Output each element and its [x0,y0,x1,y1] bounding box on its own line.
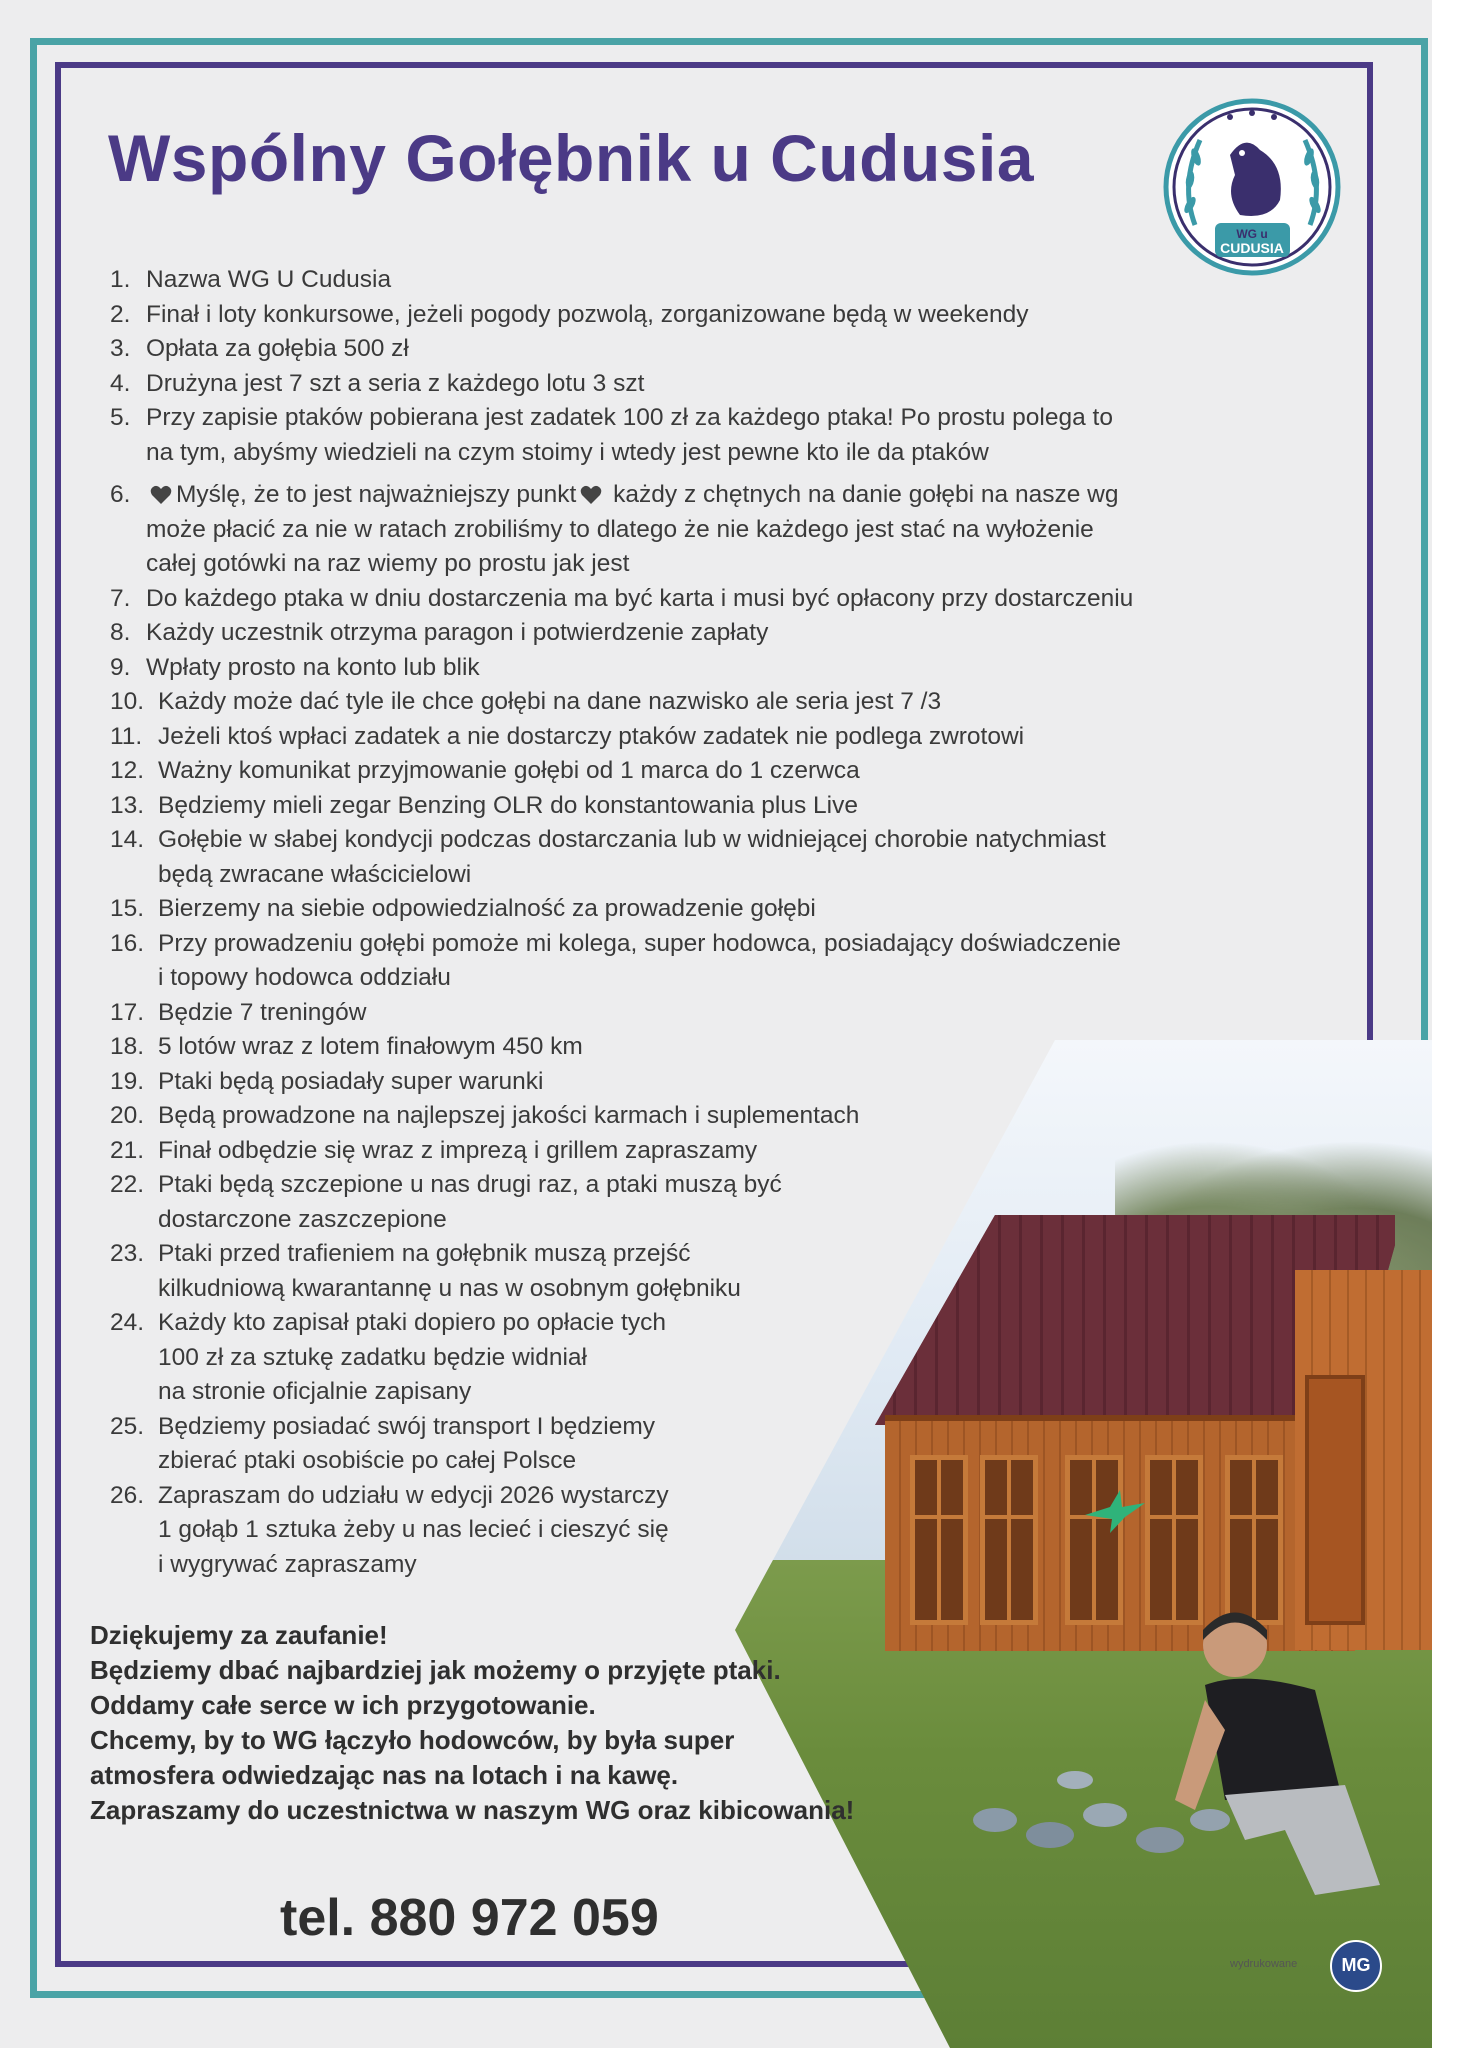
heart-icon [150,485,172,505]
item-number: 11. [110,722,143,750]
item-text: Będą prowadzone na najlepszej jakości karmach i suplementach [158,1102,860,1129]
item-text: Myślę, że to jest najważniejszy punkt [176,481,577,508]
pigeons-flock [955,1760,1275,1880]
list-item [110,401,1340,470]
item-text: Ptaki przed trafieniem na gołębnik muszą przejść kilkudniową kwarantannę u nas w osobnym gołębniku [158,1240,741,1302]
list-item [110,754,1340,789]
list-item [110,1237,1340,1306]
photo-credit: wydrukowane [1230,1958,1298,1970]
item-text: Jeżeli ktoś wpłaci zadatek a nie dostarczy ptaków zadatek nie podlega zwrotowi [158,722,1025,750]
item-number: 19. [110,1067,145,1095]
item-text: Każdy może dać tyle ile chce gołębi na dane nazwisko ale seria jest 7 /3 [158,688,942,715]
item-number: 3. [110,335,131,362]
item-text: Każdy kto zapisał ptaki dopiero po opłacie tych 100 zł za sztukę zadatku będzie widniał na stronie oficjalnie zapisany [158,1309,666,1405]
item-number: 23. [110,1240,145,1267]
list-item [110,1030,1340,1065]
item-number: 15. [110,895,145,922]
item-number: 22. [110,1171,145,1198]
item-text: Przy zapisie ptaków pobierana jest zadatek 100 zł za każdego ptaka! Po prostu polega to na tym, abyśmy wiedzieli na czym stoimy i wtedy jest pewne kto ile da ptaków [146,404,1113,466]
item-text: Każdy uczestnik otrzyma paragon i potwierdzenie zapłaty [146,619,769,646]
list-item [110,1168,1340,1237]
list-item [110,298,1340,333]
thanks-line: atmosfera odwiedzając nas na lotach i na kawę. [90,1760,679,1790]
item-text: Finał i loty konkursowe, jeżeli pogody pozwolą, zorganizowane będą w weekendy [146,300,1029,328]
item-number: 16. [110,929,145,957]
list-item [110,1479,1340,1583]
item-number: 8. [110,619,131,646]
item-text: Będziemy mieli zegar Benzing OLR do konstantowania plus Live [158,791,858,819]
list-item [110,823,1340,892]
item-text: 5 lotów wraz z lotem finałowym 450 km [158,1033,583,1060]
list-item [110,685,1340,720]
item-text: Będziemy posiadać swój transport I będziemy zbierać ptaki osobiście po całej Polsce [158,1412,656,1474]
list-item [110,1099,1340,1134]
page-title: Wspólny Gołębnik u Cudusia [108,121,1035,195]
item-text: Nazwa WG U Cudusia [146,266,392,293]
item-text: Przy prowadzeniu gołębi pomoże mi kolega, super hodowca, posiadający doświadczenie i topowy hodowca oddziału [158,929,1121,991]
list-item [110,367,1340,402]
item-text: Ptaki będą posiadały super warunki [158,1067,544,1095]
item-number: 24. [110,1309,145,1336]
item-number: 21. [110,1136,145,1164]
item-number: 20. [110,1102,145,1129]
logo-text-line1: WG u [1236,227,1268,241]
thanks-message [90,1618,854,1828]
item-text: Drużyna jest 7 szt a seria z każdego lotu 3 szt [146,369,645,397]
list-item [110,1134,1340,1169]
item-number: 4. [110,369,131,397]
list-item [110,582,1340,617]
list-item [110,263,1340,298]
item-number: 18. [110,1033,145,1060]
list-item [110,996,1340,1031]
list-item [110,892,1340,927]
item-number: 1. [110,266,131,293]
item-text: Zapraszam do udziału w edycji 2026 wystarczy 1 gołąb 1 sztuka żeby u nas lecieć i cieszyć się i wygrywać zapraszamy [158,1481,669,1578]
list-item [110,478,1340,582]
list-item [110,332,1340,367]
list-item [110,1410,1340,1479]
item-text: Finał odbędzie się wraz z imprezą i grillem zapraszamy [158,1136,758,1164]
item-number: 6. [110,481,131,508]
item-text: Wpłaty prosto na konto lub blik [146,653,480,681]
thanks-line: Będziemy dbać najbardziej jak możemy o przyjęte ptaki. [90,1655,781,1685]
list-item [110,789,1340,824]
item-text: Będzie 7 treningów [158,998,367,1026]
logo-text-line2: CUDUSIA [1220,240,1284,256]
list-item [110,1306,1340,1410]
heart-icon [580,485,602,505]
list-item [110,1065,1340,1100]
item-text: Ważny komunikat przyjmowanie gołębi od 1 marca do 1 czerwca [158,757,860,784]
thanks-line: Oddamy całe serce w ich przygotowanie. [90,1690,596,1720]
item-number: 13. [110,791,145,819]
list-item [110,651,1340,686]
item-text: Gołębie w słabej kondycji podczas dostarczania lub w widniejącej chorobie natychmiast będą zwracane właścicielowi [158,826,1106,888]
item-text: Opłata za gołębia 500 zł [146,335,409,362]
mg-badge: MG [1330,1940,1382,1992]
item-number: 10. [110,688,145,715]
phone-number[interactable]: tel. 880 972 059 [280,1889,659,1947]
right-margin-strip [1432,0,1469,2048]
item-number: 9. [110,653,131,681]
item-number: 26. [110,1481,145,1509]
pigeon-laurel-logo-icon [1160,95,1345,280]
item-text: Ptaki będą szczepione u nas drugi raz, a ptaki muszą być dostarczone zaszczepione [158,1171,782,1233]
item-text: każdy z chętnych na danie gołębi na nasze wg może płacić za nie w ratach zrobiliśmy to dlatego że nie każdego jest stać na wyłożenie całej gotówki na raz wiemy po prostu jak jest [146,481,1119,577]
list-item [110,720,1340,755]
item-number: 2. [110,300,131,328]
list-item [110,927,1340,996]
thanks-line: Zapraszamy do uczestnictwa w naszym WG oraz kibicowania! [90,1795,855,1825]
rules-list [110,263,1340,1582]
item-text: Bierzemy na siebie odpowiedzialność za prowadzenie gołębi [158,895,816,922]
item-text: Do każdego ptaka w dniu dostarczenia ma być karta i musi być opłacony przy dostarczeniu [146,584,1134,612]
item-number: 25. [110,1412,145,1440]
item-number: 5. [110,404,131,431]
item-number: 7. [110,584,131,612]
item-number: 17. [110,998,145,1026]
thanks-line: Chcemy, by to WG łączyło hodowców, by była super [90,1725,735,1755]
list-item [110,616,1340,651]
thanks-line: Dziękujemy za zaufanie! [90,1620,388,1650]
item-number: 12. [110,757,145,784]
item-number: 14. [110,826,145,853]
